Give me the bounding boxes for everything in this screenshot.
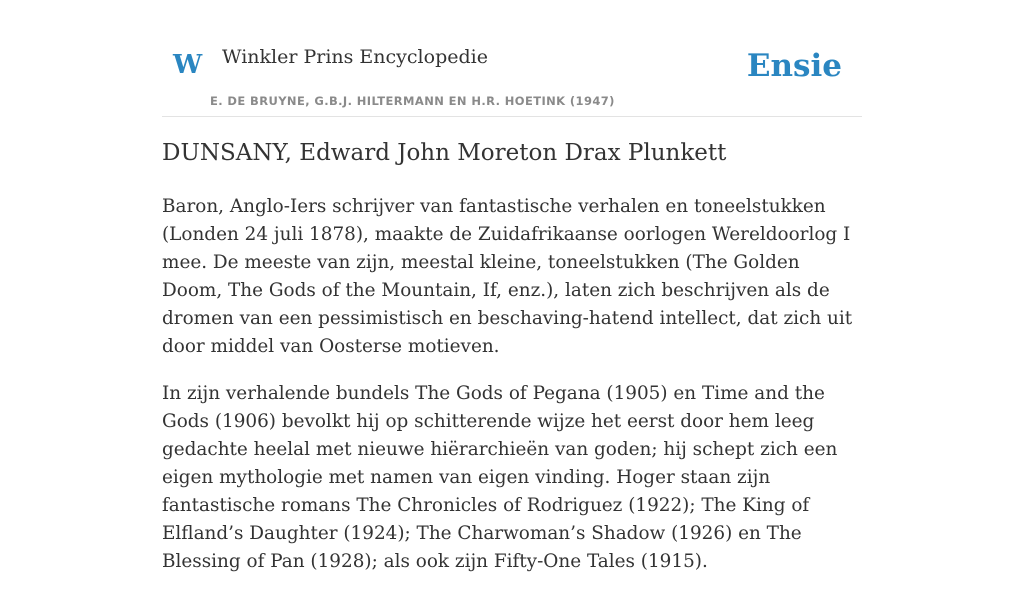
site-header — [162, 0, 862, 117]
article-paragraph: In zijn verhalende bundels The Gods of Pegana (1905) en Time and the Gods (1906) bevolkt hij op schitterende wijze het eerst door hem leeg gedachte heelal met nieuwe hiërarchieën van goden; hij schept zich een eigen mythologie met namen van eigen vinding. Hoger staan zijn fantastische romans The Chronicles of Rodriguez (1922); The King of Elfland’s Daughter (1924); The Charwoman’s Shadow (1926) en The Blessing of Pan (1928); als ook zijn Fifty-One Tales (1915). — [162, 382, 838, 572]
article-content — [162, 139, 864, 595]
ensie-logo-link[interactable]: Ensie — [746, 48, 842, 84]
winkler-prins-logo[interactable]: W — [173, 50, 203, 80]
article-paragraph: Baron, Anglo-Iers schrijver van fantastische verhalen en toneelstukken (Londen 24 juli 1878), maakte de Zuidafrikaanse oorlogen Wereldoorlog I mee. De meeste van zijn, meestal kleine, toneelstukken (The Golden Doom, The Gods of the Mountain, If, enz.), laten zich beschrijven als de dromen van een pessimistisch en beschaving-hatend intellect, dat zich uit door middel van Oosterse motieven. — [162, 195, 853, 357]
article-title: DUNSANY, Edward John Moreton Drax Plunkett — [162, 140, 727, 166]
source-authors: E. DE BRUYNE, G.B.J. HILTERMANN EN H.R. HOETINK (1947) — [210, 94, 615, 108]
source-title[interactable]: Winkler Prins Encyclopedie — [222, 46, 488, 68]
